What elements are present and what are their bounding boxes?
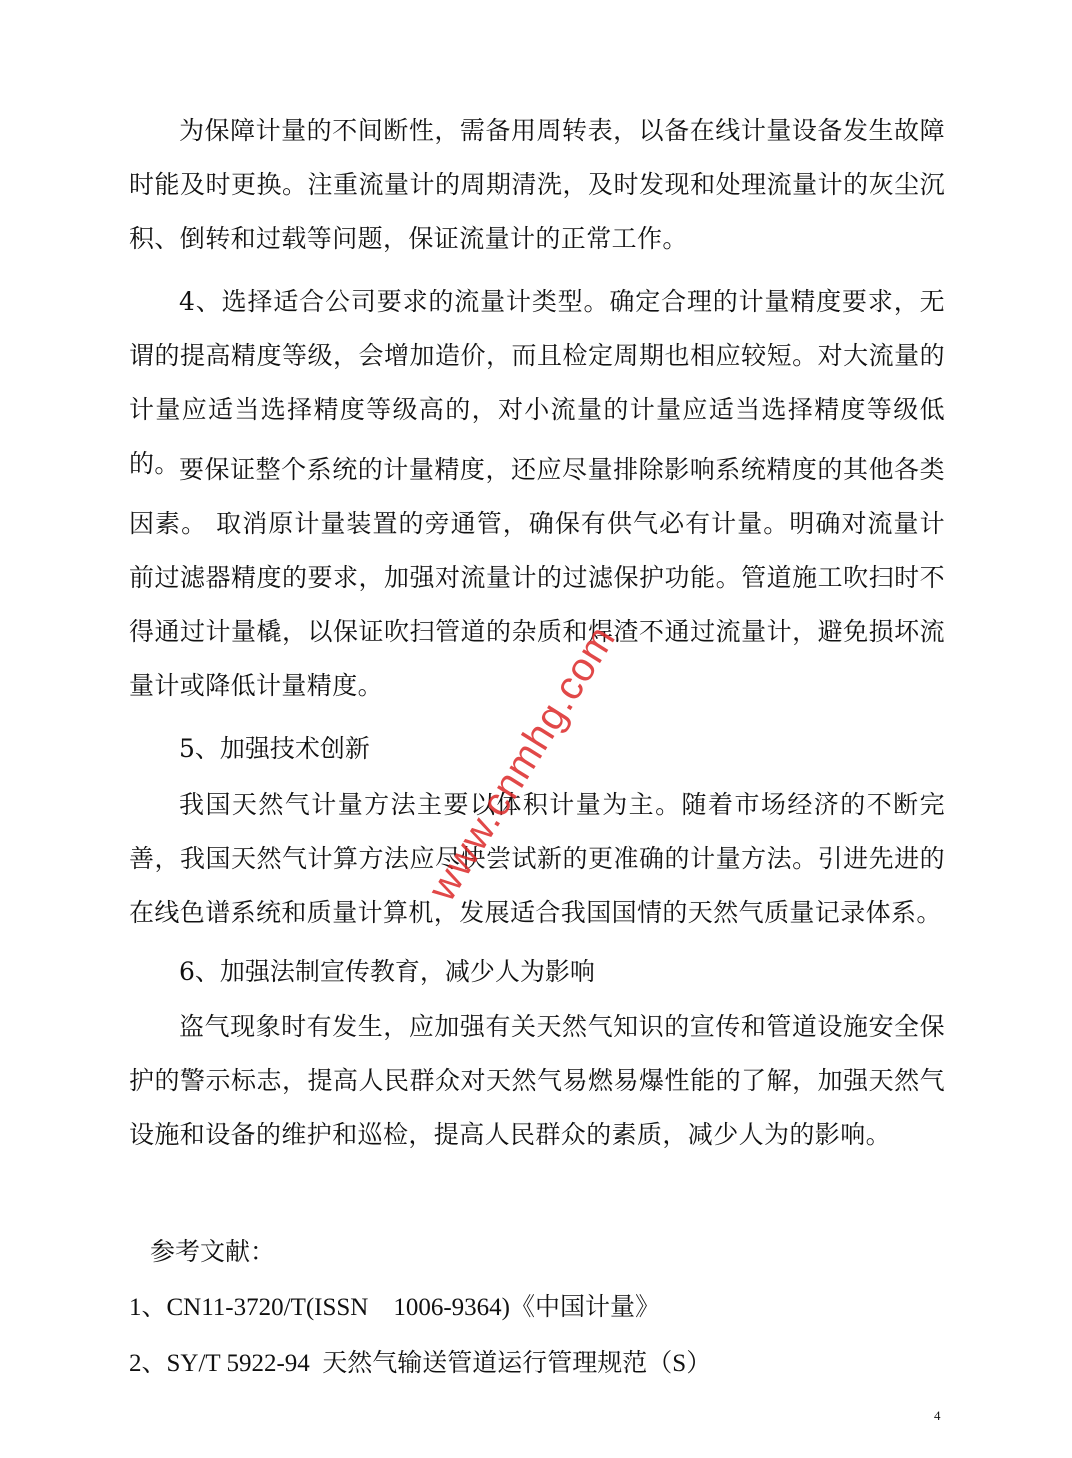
paragraph-legal-education: 盗气现象时有发生，应加强有关天然气知识的宣传和管道设施安全保护的警示标志，提高人民群众对天然气易燃易爆性能的了解，加强天然气设施和设备的维护和巡检，提高人民群众的素质，减少人为的影响。 — [129, 1012, 945, 1149]
section-heading-legal-education: 6、加强法制宣传教育，减少人为影响 — [179, 957, 595, 986]
paragraph-spare-meter: 为保障计量的不间断性，需备用周转表，以备在线计量设备发生故障时能及时更换。注重流量计的周期清洗，及时发现和处理流量计的灰尘沉积、倒转和过载等问题，保证流量计的正常工作。 — [129, 116, 945, 253]
paragraph-select-flowmeter: 4、选择适合公司要求的流量计类型。确定合理的计量精度要求，无谓的提高精度等级，会增加造价，而且检定周期也相应较短。对大流量的计量应适当选择精度等级高的，对小流量的计量应适当选择精度等级低的。 — [129, 287, 945, 478]
paragraph-system-accuracy: 要保证整个系统的计量精度，还应尽量排除影响系统精度的其他各类因素。 取消原计量装置的旁通管，确保有供气必有计量。明确对流量计前过滤器精度的要求，加强对流量计的过滤保护功能。管道施工吹扫时不得通过计量橇，以保证吹扫管道的杂质和焊渣不通过流量计，避免损坏流量计或降低计量精度。 — [129, 455, 945, 700]
section-heading-tech-innovation: 5、加强技术创新 — [179, 734, 370, 763]
references-title: 参考文献： — [150, 1237, 276, 1266]
watermark-text: www.cnmhg.com — [419, 617, 625, 909]
paragraph-tech-innovation: 我国天然气计量方法主要以体积计量为主。随着市场经济的不断完善，我国天然气计算方法应尽快尝试新的更准确的计量方法。引进先进的在线色谱系统和质量计算机，发展适合我国国情的天然气质量记录体系。 — [129, 790, 945, 927]
page-number: 4 — [934, 1408, 941, 1423]
reference-item-2: 2、SY/T 5922-94 天然气输送管道运行管理规范（S） — [129, 1350, 712, 1377]
reference-item-1: 1、CN11-3720/T(ISSN 1006-9364)《中国计量》 — [129, 1294, 661, 1321]
